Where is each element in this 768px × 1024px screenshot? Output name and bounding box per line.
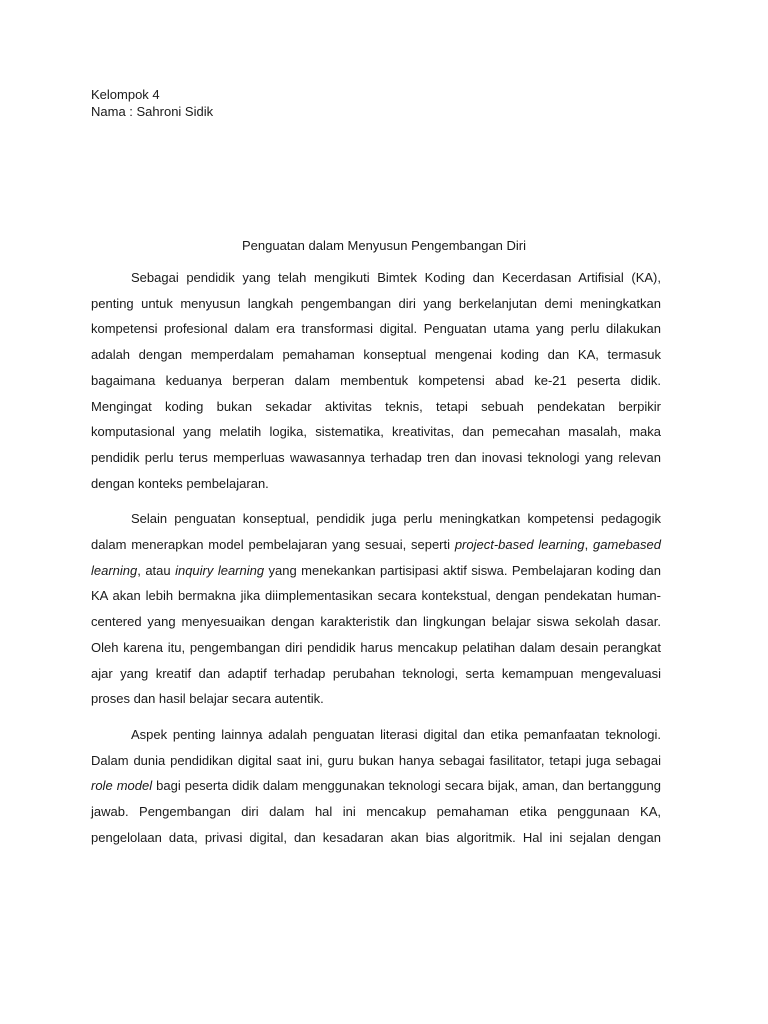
paragraph-2-text-c: , atau — [137, 562, 176, 578]
paragraph-2-text-d: yang menekankan partisipasi aktif siswa. Pembelajaran koding dan KA akan lebih bermakna jika diimplementasikan secara kontekstual, dengan pendekatan human-centered yang menyesuaikan dengan karakteristik dan lingkungan belajar siswa sekolah dasar. Oleh karena itu, pengembangan diri pendidik harus mencakup pelatihan dalam desain perangkat ajar yang kreatif dan adaptif terhadap perubahan teknologi, serta kemampuan mengevaluasi proses dan hasil belajar secara autentik. — [91, 562, 661, 707]
paragraph-2-text-a: Selain penguatan konseptual, pendidik juga perlu meningkatkan kompetensi pedagogik dalam menerapkan model pembelajaran yang sesuai, seperti — [91, 511, 661, 553]
paragraph-3 — [91, 722, 661, 851]
paragraph-1-text: Sebagai pendidik yang telah mengikuti Bimtek Koding dan Kecerdasan Artifisial (KA), penting untuk menyusun langkah pengembangan diri yang berkelanjutan demi meningkatkan kompetensi profesional dalam era transformasi digital. Penguatan utama yang perlu dilakukan adalah dengan memperdalam pemahaman konseptual mengenai koding dan KA, termasuk bagaimana keduanya berperan dalam membentuk kompetensi abad ke-21 peserta didik. Mengingat koding bukan sekadar aktivitas teknis, tetapi sebuah pendekatan berpikir komputasional yang melatih logika, sistematika, kreativitas, dan pemecahan masalah, maka pendidik perlu terus memperluas wawasannya terhadap tren dan inovasi teknologi yang relevan dengan konteks pembelajaran. — [91, 270, 661, 491]
paragraph-3-text-a: Aspek penting lainnya adalah penguatan literasi digital dan etika pemanfaatan teknologi. Dalam dunia pendidikan digital saat ini, guru bukan hanya sebagai fasilitator, tetapi juga sebagai — [91, 726, 661, 768]
paragraph-2-italic-c: inquiry learning — [175, 562, 265, 578]
paragraph-2-italic-a: project-based learning — [454, 537, 585, 553]
document-body — [91, 265, 661, 860]
paragraph-2-italic-b: gamebased learning — [91, 537, 661, 578]
paragraph-3-italic-a: role model — [91, 778, 153, 794]
group-label: Kelompok 4 — [91, 87, 160, 102]
paragraph-3-text-b: bagi peserta didik dalam menggunakan teknologi secara bijak, aman, dan bertanggung jawab. Pengembangan diri dalam hal ini mencakup pemahaman etika penggunaan KA, pengelolaan data, privasi digital, dan kesadaran akan bias algoritmik. Hal ini sejalan dengan — [91, 778, 661, 845]
document-header — [91, 86, 213, 120]
paragraph-1 — [91, 265, 661, 496]
document-title: Penguatan dalam Menyusun Pengembangan Diri — [241, 238, 527, 253]
author-name: Nama : Sahroni Sidik — [91, 104, 214, 119]
paragraph-2 — [91, 506, 661, 712]
paragraph-2-text-b: , — [584, 537, 594, 553]
